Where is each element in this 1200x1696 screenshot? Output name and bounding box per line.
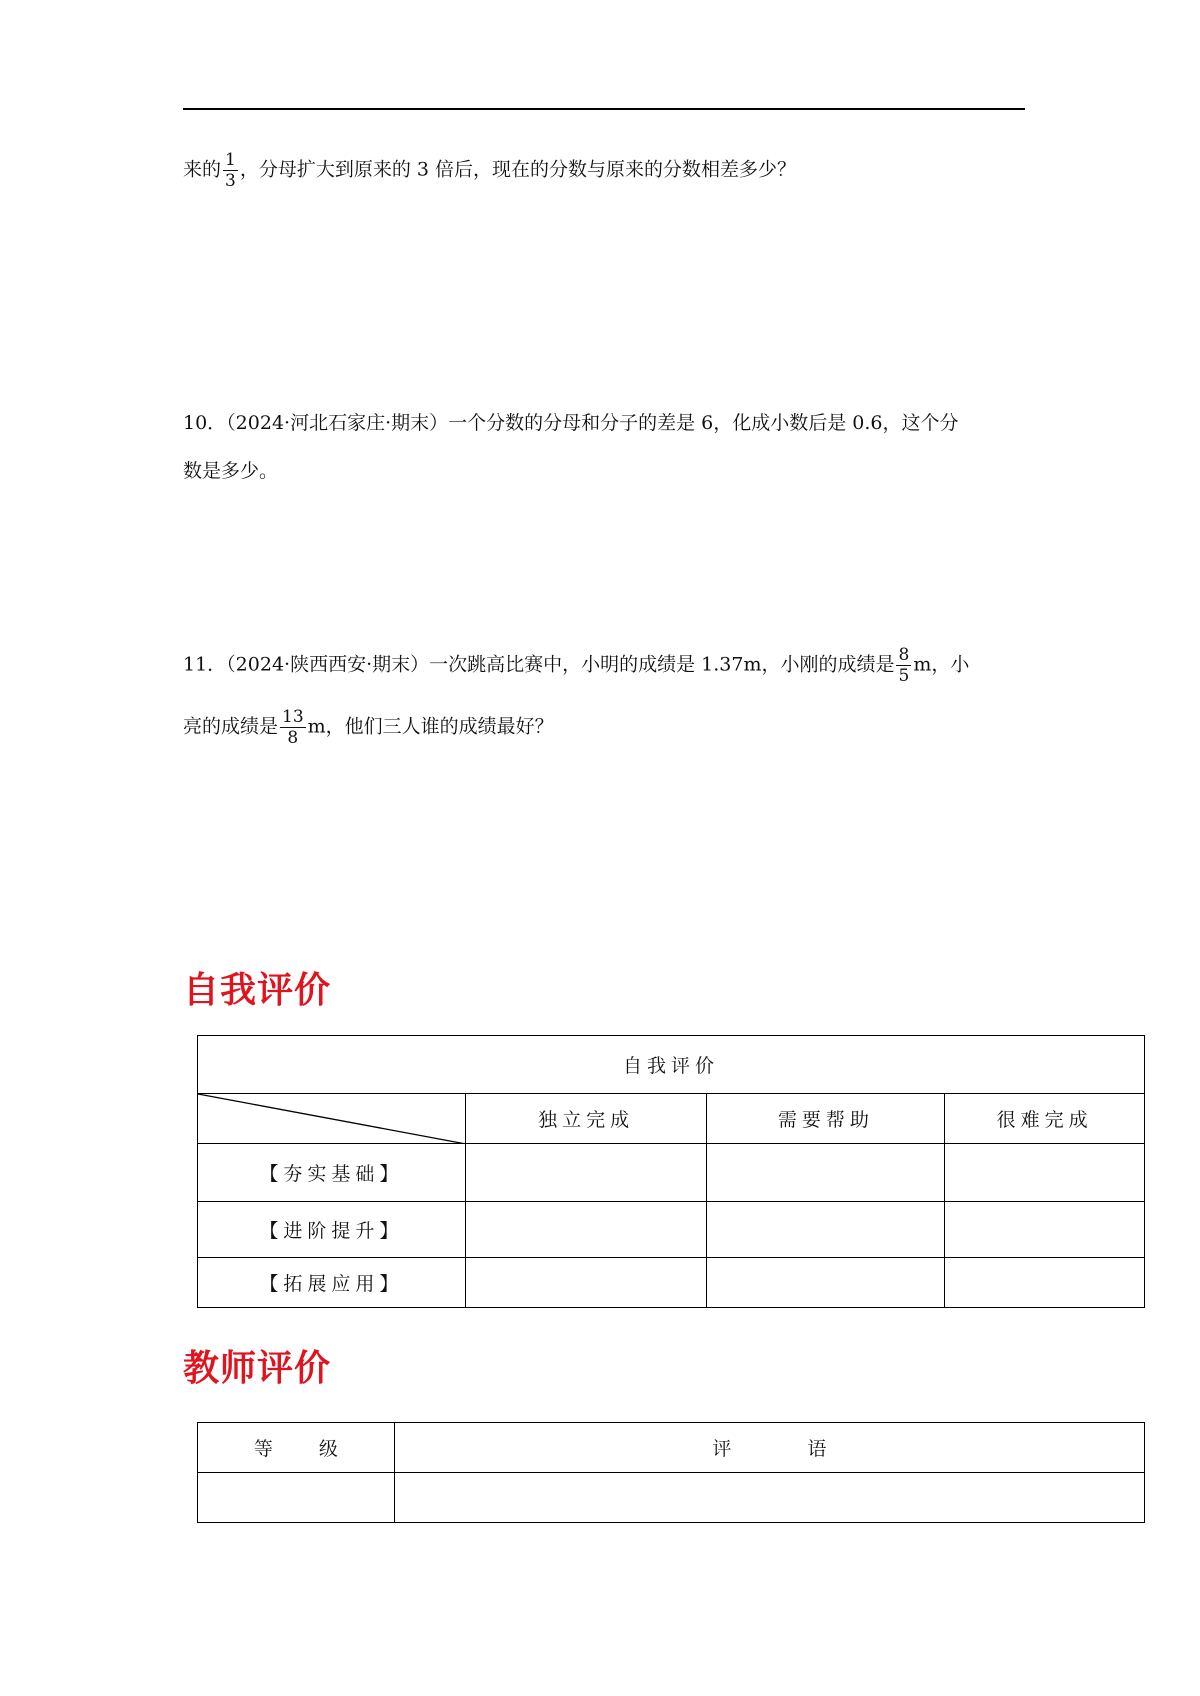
diagonal-line: [198, 1094, 466, 1144]
fraction-eight-fifths: $\frac{8}{5}$: [898, 645, 910, 686]
cell-advanced-help[interactable]: [707, 1202, 945, 1258]
col-grade: 等 级: [198, 1423, 395, 1473]
question-9-continued: [183, 150, 1028, 191]
q11-line2-end: m，他们三人谁的成绩最好？: [307, 715, 554, 738]
fraction-thirteen-eighths: $\frac{13}{8}$: [282, 707, 304, 748]
fraction-one-third: $\frac{1}{3}$: [225, 150, 236, 191]
cell-grade-value[interactable]: [198, 1473, 395, 1523]
question-11-line-1: [183, 645, 1028, 686]
q11-line2-prefix: 亮的成绩是: [183, 715, 279, 738]
col-need-help: 需要帮助: [707, 1094, 945, 1144]
cell-extension-help[interactable]: [707, 1258, 945, 1308]
cell-advanced-hard[interactable]: [945, 1202, 1145, 1258]
q9-prefix: 来的: [183, 158, 222, 181]
q9-suffix: ，分母扩大到原来的 3 倍后，现在的分数与原来的分数相差多少？: [239, 158, 797, 181]
row-label-foundation: 【夯实基础】: [198, 1144, 466, 1202]
self-eval-heading: 自我评价: [183, 970, 332, 1011]
col-comment: 评 语: [394, 1423, 1144, 1473]
col-hard: 很难完成: [945, 1094, 1145, 1144]
question-10-line-2: 数是多少。: [183, 460, 279, 482]
cell-foundation-hard[interactable]: [945, 1144, 1145, 1202]
q11-text: 11．（2024·陕西西安·期末）一次跳高比赛中，小明的成绩是 1.37m，小刚的成绩是: [183, 653, 895, 676]
diagonal-header-cell: [198, 1094, 466, 1144]
self-eval-table: [197, 1035, 1145, 1308]
cell-comment-value[interactable]: [394, 1473, 1144, 1523]
row-label-extension: 【拓展应用】: [198, 1258, 466, 1308]
question-11-line-2: [183, 707, 1028, 748]
cell-advanced-independent[interactable]: [465, 1202, 707, 1258]
q11-line1-end: m，小: [913, 653, 970, 676]
self-eval-table-title: 自我评价: [198, 1036, 1145, 1094]
col-independent: 独立完成: [465, 1094, 707, 1144]
header-rule: [183, 108, 1025, 110]
question-10-line-1: 10．（2024·河北石家庄·期末）一个分数的分母和分子的差是 6，化成小数后是 0.6，这个分: [183, 412, 959, 434]
cell-extension-hard[interactable]: [945, 1258, 1145, 1308]
teacher-eval-table: [197, 1422, 1145, 1523]
cell-foundation-independent[interactable]: [465, 1144, 707, 1202]
cell-foundation-help[interactable]: [707, 1144, 945, 1202]
row-label-advanced: 【进阶提升】: [198, 1202, 466, 1258]
teacher-eval-heading: 教师评价: [183, 1348, 332, 1389]
cell-extension-independent[interactable]: [465, 1258, 707, 1308]
